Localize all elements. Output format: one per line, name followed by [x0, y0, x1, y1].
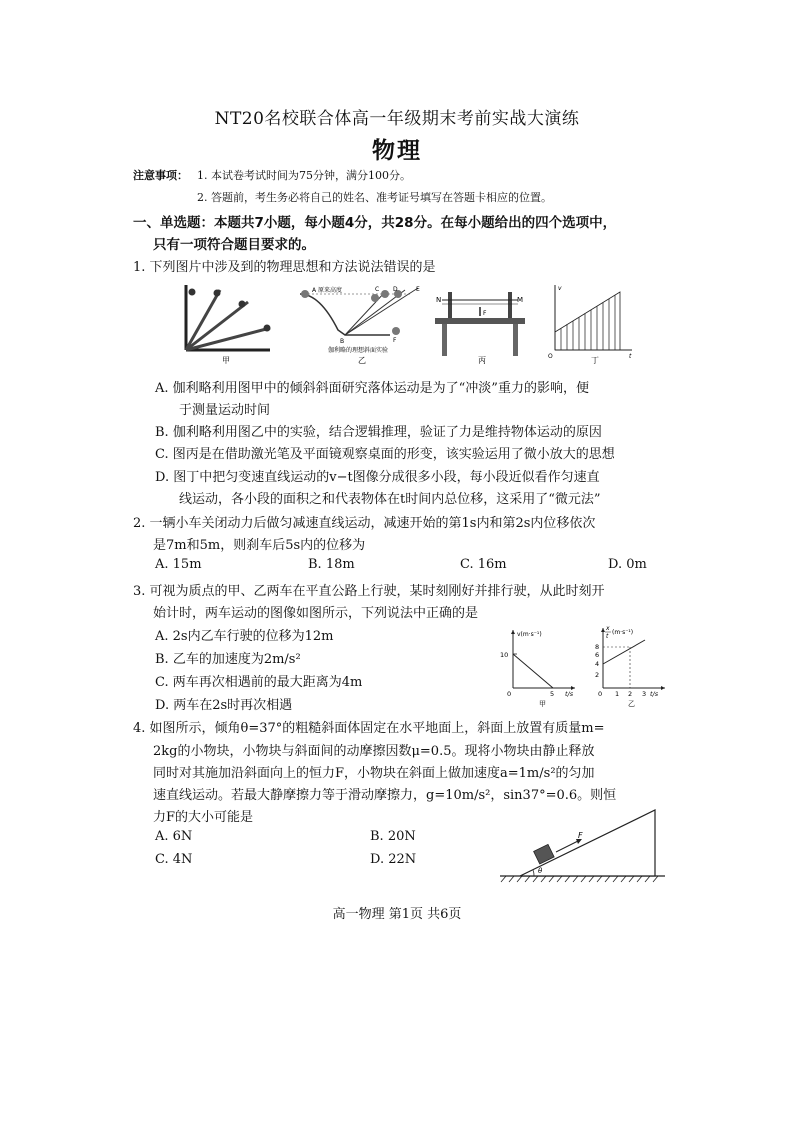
graph-yi [595, 625, 665, 708]
svg-text:C: C [375, 286, 380, 293]
q3-option-b: B. 乙车的加速度为2m/s² [155, 652, 301, 667]
svg-text:0: 0 [598, 690, 603, 698]
q4-stem-l5: 力F的大小可能是 [153, 810, 254, 825]
svg-text:10: 10 [500, 651, 509, 659]
q3-option-a: A. 2s内乙车行驶的位移为12m [155, 629, 334, 644]
note-item-1: 1. 本试卷考试时间为75分钟，满分100分。 [197, 169, 411, 182]
svg-text:0: 0 [507, 690, 512, 698]
section-heading: 一、单选题：本题共7小题，每小题4分，共28分。在每小题给出的四个选项中， [133, 215, 617, 231]
fig-label-jia: 甲 [222, 356, 230, 365]
q3-option-d: D. 两车在2s时再次相遇 [155, 698, 293, 713]
q1-option-a: A. 伽利略利用图甲中的倾斜斜面研究落体运动是为了“冲淡”重力的影响，便 [155, 381, 589, 396]
q3-option-c: C. 两车再次相遇前的最大距离为4m [155, 675, 363, 690]
graph-jia-ylabel: v(m·s⁻¹) [517, 631, 542, 638]
figure-yi [300, 286, 420, 365]
force-label: F [578, 831, 583, 840]
angle-label: θ [538, 867, 543, 875]
fig-label-yi: 乙 [358, 356, 366, 365]
svg-text:t/s: t/s [650, 690, 659, 698]
q1-option-d: D. 图丁中把匀变速直线运动的v−t图像分成很多小段，每小段近似看作匀速直 [155, 470, 600, 485]
svg-text:F: F [393, 337, 397, 344]
svg-text:D: D [393, 286, 398, 293]
q4-option-b: B. 20N [370, 829, 416, 844]
svg-text:B: B [340, 338, 345, 345]
svg-text:t: t [606, 633, 609, 640]
graph-yi-caption: 乙 [628, 700, 635, 708]
fig-yi-top: A 原来高度 [312, 287, 343, 294]
q1-stem: 1. 下列图片中涉及到的物理思想和方法说法错误的是 [133, 260, 436, 275]
svg-text:1: 1 [615, 690, 620, 698]
subject-title: 物理 [372, 138, 422, 164]
svg-text:5: 5 [550, 690, 555, 698]
figure-ding [548, 285, 632, 365]
svg-text:8: 8 [595, 643, 600, 651]
exam-title: NT20名校联合体高一年级期末考前实战大演练 [214, 109, 580, 129]
q2-stem: 2. 一辆小车关闭动力后做匀减速直线运动，减速开始的第1s内和第2s内位移依次 [133, 516, 596, 531]
q4-stem-l4: 速直线运动。若最大静摩擦力等于滑动摩擦力，g=10m/s²，sin37°=0.6。则恒 [153, 788, 617, 803]
q4-stem: 4. 如图所示，倾角θ=37°的粗糙斜面体固定在水平地面上，斜面上放置有质量m= [133, 721, 605, 736]
fig-label-bing: 丙 [478, 356, 486, 365]
q4-option-c: C. 4N [155, 852, 193, 867]
svg-text:O: O [548, 353, 553, 360]
graph-jia [500, 630, 575, 708]
figure-jia [186, 285, 271, 365]
q2-option-d: D. 0m [608, 557, 647, 572]
fig-yi-caption: 伽利略的理想斜面实验 [328, 347, 389, 354]
q1-option-d-cont: 线运动，各小段的面积之和代表物体在t时间内总位移，这采用了“微元法” [179, 492, 601, 507]
svg-text:3: 3 [642, 690, 647, 698]
q1-option-b: B. 伽利略利用图乙中的实验，结合逻辑推理，验证了力是维持物体运动的原因 [155, 425, 602, 440]
q4-option-a: A. 6N [155, 829, 193, 844]
svg-text:2: 2 [595, 671, 600, 679]
svg-text:E: E [416, 286, 420, 293]
page-footer: 高一物理 第1页 共6页 [332, 907, 462, 922]
q4-option-d: D. 22N [370, 852, 417, 867]
svg-text:t: t [629, 353, 632, 360]
section-heading-cont: 只有一项符合题目要求的。 [153, 237, 315, 253]
svg-text:N: N [436, 296, 442, 304]
graph-jia-caption: 甲 [539, 700, 546, 708]
svg-text:4: 4 [595, 660, 600, 668]
q4-stem-l3: 同时对其施加沿斜面向上的恒力F，小物块在斜面上做加速度a=1m/s²的匀加 [153, 766, 595, 781]
svg-text:t/s: t/s [565, 690, 574, 698]
q2-option-a: A. 15m [155, 557, 202, 572]
q2-option-b: B. 18m [308, 557, 355, 572]
graph-yi-ylabel: (m·s⁻¹) [612, 629, 634, 636]
q3-stem: 3. 可视为质点的甲、乙两车在平直公路上行驶，某时刻刚好并排行驶，从此时刻开 [133, 584, 605, 599]
svg-text:x: x [606, 625, 610, 632]
svg-text:2: 2 [628, 690, 633, 698]
figure-bing [435, 292, 525, 365]
fig-label-ding: 丁 [591, 356, 599, 365]
notes-label: 注意事项： [133, 169, 188, 182]
q1-figures [180, 280, 650, 370]
q3-graphs [495, 622, 670, 708]
q4-incline-figure [500, 806, 670, 884]
svg-text:F: F [483, 310, 487, 317]
q2-stem-cont: 是7m和5m，则刹车后5s内的位移为 [153, 538, 366, 553]
q3-stem-cont: 始计时，两车运动的图像如图所示，下列说法中正确的是 [153, 606, 479, 621]
q2-option-c: C. 16m [460, 557, 507, 572]
note-item-2: 2. 答题前，考生务必将自己的姓名、准考证号填写在答题卡相应的位置。 [197, 191, 552, 204]
q1-option-c: C. 图丙是在借助激光笔及平面镜观察桌面的形变，该实验运用了微小放大的思想 [155, 447, 615, 462]
svg-text:v: v [558, 285, 562, 292]
q1-option-a-cont: 于测量运动时间 [179, 403, 271, 418]
svg-text:6: 6 [595, 651, 600, 659]
svg-text:M: M [517, 296, 524, 304]
q4-stem-l2: 2kg的小物块，小物块与斜面间的动摩擦因数μ=0.5。现将小物块由静止释放 [153, 744, 595, 759]
